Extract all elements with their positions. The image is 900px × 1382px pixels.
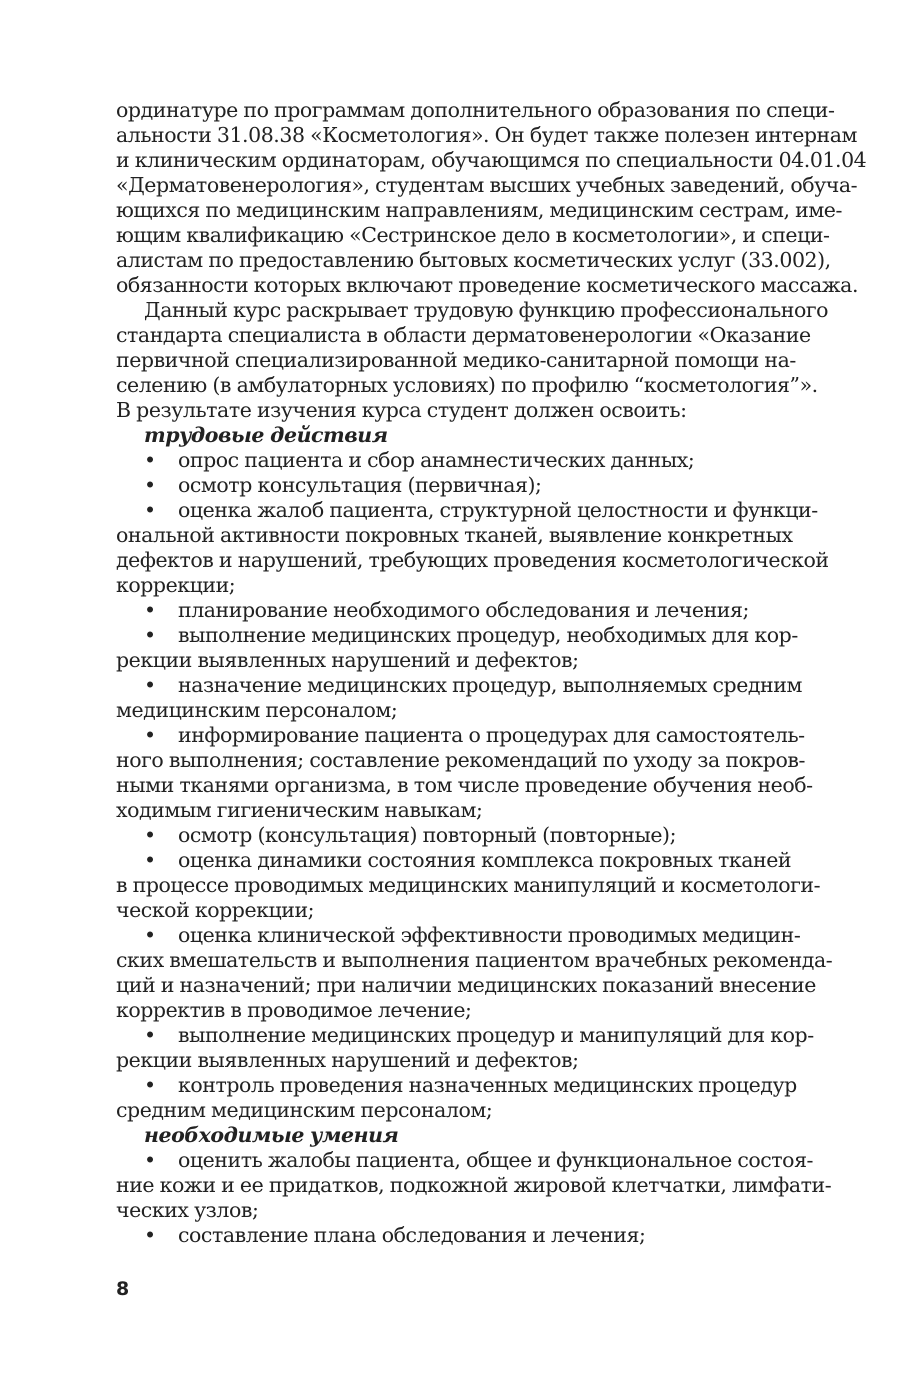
bullet-line — [116, 723, 805, 748]
bullet-text: составление плана обследования и лечения; — [178, 1223, 646, 1247]
bullet-text: оценить жалобы пациента, общее и функциональное состоя- — [178, 1148, 814, 1172]
bullet-text: выполнение медицинских процедур и манипуляций для кор- — [178, 1023, 814, 1047]
text-line: в процессе проводимых медицинских манипуляций и косметологи- — [116, 873, 821, 897]
bullet-line — [116, 1073, 797, 1098]
bullet-icon: • — [144, 623, 156, 647]
bullet-icon: • — [144, 1073, 156, 1097]
bullet-icon: • — [144, 1223, 156, 1247]
text-line: средним медицинским персоналом; — [116, 1098, 493, 1122]
bullet-line — [116, 923, 801, 948]
bullet-text: осмотр (консультация) повторный (повторные); — [178, 823, 677, 847]
bullet-icon: • — [144, 673, 156, 697]
bullet-text: опрос пациента и сбор анамнестических данных; — [178, 448, 695, 472]
bullet-line — [116, 1148, 814, 1173]
bullet-line — [116, 623, 798, 648]
bullet-icon: • — [144, 723, 156, 747]
text-line: ческой коррекции; — [116, 898, 315, 922]
page-number: 8 — [116, 1278, 130, 1300]
text-line: ного выполнения; составление рекомендаций по уходу за покров- — [116, 748, 805, 772]
text-line: ординатуре по программам дополнительного образования по специ- — [116, 98, 835, 122]
bullet-icon: • — [144, 923, 156, 947]
text-line: обязанности которых включают проведение косметического массажа. — [116, 273, 859, 297]
text-line: ными тканями организма, в том числе проведение обучения необ- — [116, 773, 813, 797]
bullet-line — [116, 1223, 785, 1248]
bullet-text: планирование необходимого обследования и лечения; — [178, 598, 749, 622]
bullet-text: информирование пациента о процедурах для самостоятель- — [178, 723, 805, 747]
text-line: «Дерматовенерология», студентам высших учебных заведений, обуча- — [116, 173, 858, 197]
bullet-line — [116, 473, 785, 498]
text-line: ющихся по медицинским направлениям, медицинским сестрам, име- — [116, 198, 842, 222]
bullet-icon: • — [144, 1023, 156, 1047]
text-line: ние кожи и ее придатков, подкожной жировой клетчатки, лимфати- — [116, 1173, 832, 1197]
bullet-text: оценка жалоб пациента, структурной целостности и функци- — [178, 498, 818, 522]
bullet-icon: • — [144, 473, 156, 497]
text-line: ских вмешательств и выполнения пациентом врачебных рекоменда- — [116, 948, 833, 972]
text-line: ходимым гигиеническим навыкам; — [116, 798, 483, 822]
text-line: В результате изучения курса студент должен освоить: — [116, 398, 687, 422]
body-text — [116, 98, 867, 1248]
bullet-line — [116, 823, 785, 848]
bullet-icon: • — [144, 448, 156, 472]
text-line: медицинским персоналом; — [116, 698, 398, 722]
paragraph-first-line: Данный курс раскрывает трудовую функцию профессионального — [144, 298, 829, 322]
bullet-line — [116, 498, 818, 523]
bullet-icon: • — [144, 1148, 156, 1172]
text-line: рекции выявленных нарушений и дефектов; — [116, 648, 579, 672]
text-line: селению (в амбулаторных условиях) по профилю “косметология”». — [116, 373, 818, 397]
bullet-icon: • — [144, 848, 156, 872]
text-line: первичной специализированной медико-санитарной помощи на- — [116, 348, 796, 372]
bullet-text: осмотр консультация (первичная); — [178, 473, 542, 497]
text-line: ональной активности покровных тканей, выявление конкретных — [116, 523, 793, 547]
bullet-icon: • — [144, 823, 156, 847]
bullet-icon: • — [144, 598, 156, 622]
bullet-text: оценка динамики состояния комплекса покровных тканей — [178, 848, 792, 872]
bullet-line — [116, 448, 785, 473]
section-subheading: необходимые умения — [144, 1123, 399, 1147]
text-line: алистам по предоставлению бытовых косметических услуг (33.002), — [116, 248, 831, 272]
text-line: дефектов и нарушений, требующих проведения косметологической — [116, 548, 829, 572]
bullet-line — [116, 598, 785, 623]
text-line: и клиническим ординаторам, обучающимся по специальности 04.01.04 — [116, 148, 867, 172]
text-line: стандарта специалиста в области дерматовенерологии «Оказание — [116, 323, 811, 347]
bullet-text: контроль проведения назначенных медицинских процедур — [178, 1073, 797, 1097]
text-line: альности 31.08.38 «Косметология». Он будет также полезен интернам — [116, 123, 858, 147]
section-subheading: трудовые действия — [144, 423, 388, 447]
text-line: ций и назначений; при наличии медицинских показаний внесение — [116, 973, 816, 997]
bullet-line — [116, 848, 792, 873]
bullet-line — [116, 1023, 814, 1048]
bullet-icon: • — [144, 498, 156, 522]
text-line: ческих узлов; — [116, 1198, 259, 1222]
text-line: корректив в проводимое лечение; — [116, 998, 472, 1022]
bullet-text: назначение медицинских процедур, выполняемых средним — [178, 673, 802, 697]
bullet-text: выполнение медицинских процедур, необходимых для кор- — [178, 623, 798, 647]
bullet-line — [116, 673, 802, 698]
text-line: коррекции; — [116, 573, 236, 597]
text-line: ющим квалификацию «Сестринское дело в косметологии», и специ- — [116, 223, 830, 247]
text-line: рекции выявленных нарушений и дефектов; — [116, 1048, 579, 1072]
bullet-text: оценка клинической эффективности проводимых медицин- — [178, 923, 801, 947]
